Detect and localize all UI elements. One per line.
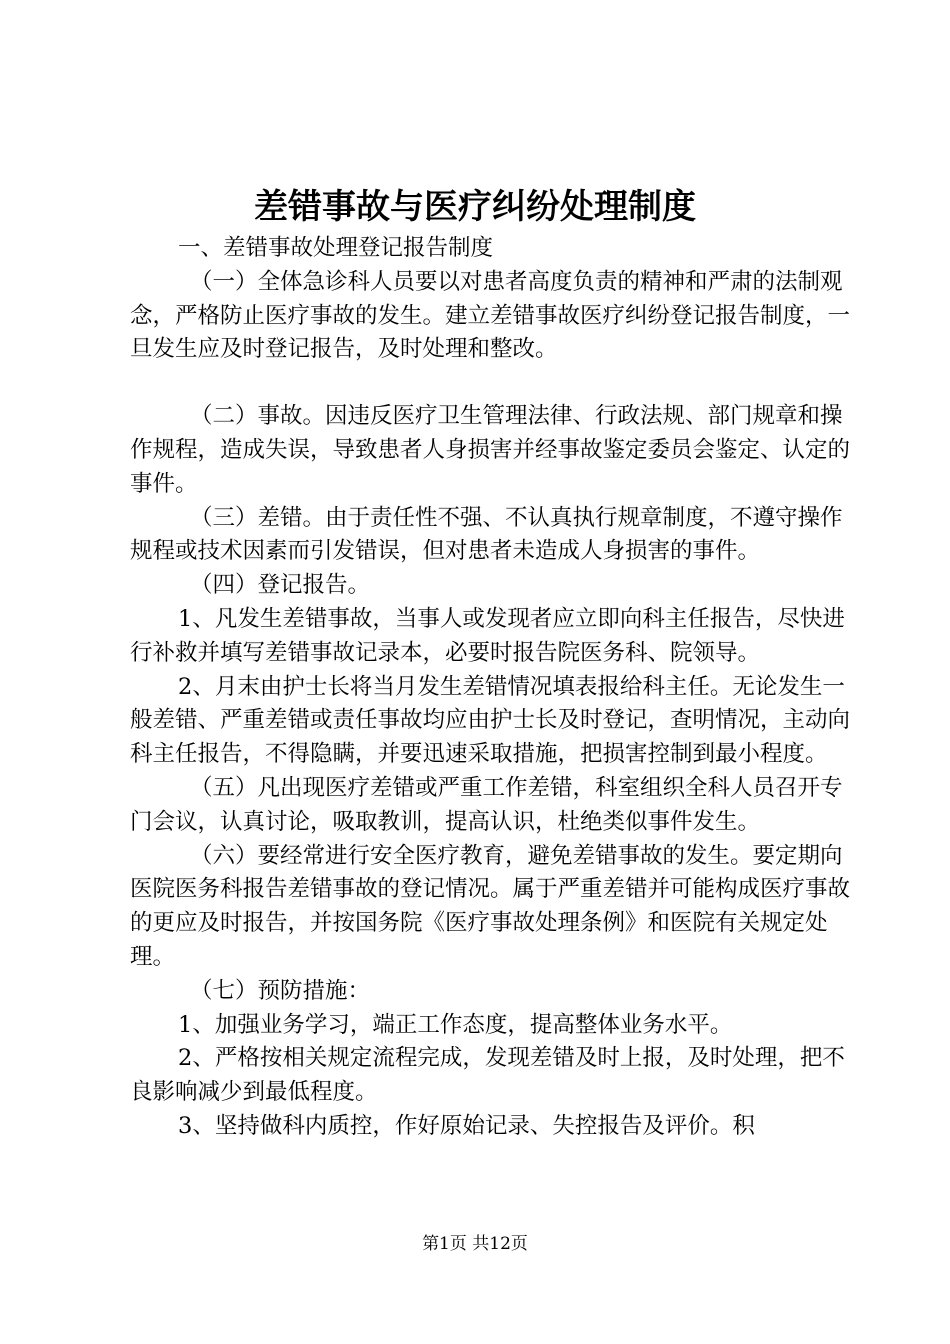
paragraph: （二）事故。因违反医疗卫生管理法律、行政法规、部门规章和操作规程，造成失误，导致患者人身损害并经事故鉴定委员会鉴定、认定的事件。 — [130, 403, 851, 497]
document-title: 差错事故与医疗纠纷处理制度 — [254, 187, 696, 227]
paragraph: 2、月末由护士长将当月发生差错情况填表报给科主任。无论发生一般差错、严重差错或责任事故均应由护士长及时登记，查明情况，主动向科主任报告，不得隐瞒，并要迅速采取措施，把损害控制到最小程度。 — [130, 673, 851, 768]
paragraph: 3、坚持做科内质控，作好原始记录、失控报告及评价。积 — [178, 1112, 755, 1139]
paragraph: 1、加强业务学习，端正工作态度，提高整体业务水平。 — [178, 1011, 733, 1038]
paragraph: 2、严格按相关规定流程完成，发现差错及时上报，及时处理，把不良影响减少到最低程度。 — [130, 1045, 845, 1106]
paragraph: （三）差错。由于责任性不强、不认真执行规章制度，不遵守操作规程或技术因素而引发错误，但对患者未造成人身损害的事件。 — [130, 504, 843, 565]
page-footer: 第1页 共12页 — [422, 1234, 528, 1254]
paragraph: 1、凡发生差错事故，当事人或发现者应立即向科主任报告，尽快进行补救并填写差错事故记录本，必要时报告院医务科、院领导。 — [130, 605, 845, 666]
paragraph: （五）凡出现医疗差错或严重工作差错，科室组织全科人员召开专门会议，认真讨论，吸取教训，提高认识，杜绝类似事件发生。 — [130, 774, 843, 835]
paragraph: （七）预防措施： — [190, 977, 371, 1004]
document-body — [130, 232, 850, 1144]
paragraph-gap — [130, 367, 850, 400]
section-heading: 一、差错事故处理登记报告制度 — [178, 235, 494, 261]
paragraph: （六）要经常进行安全医疗教育，避免差错事故的发生。要定期向医院医务科报告差错事故的登记情况。属于严重差错并可能构成医疗事故的更应及时报告，并按国务院《医疗事故处理条例》和医院有关规定处理。 — [130, 842, 851, 970]
paragraph: （四）登记报告。 — [190, 572, 371, 599]
paragraph: （一）全体急诊科人员要以对患者高度负责的精神和严肃的法制观念，严格防止医疗事故的发生。建立差错事故医疗纠纷登记报告制度，一旦发生应及时登记报告，及时处理和整改。 — [130, 268, 851, 363]
